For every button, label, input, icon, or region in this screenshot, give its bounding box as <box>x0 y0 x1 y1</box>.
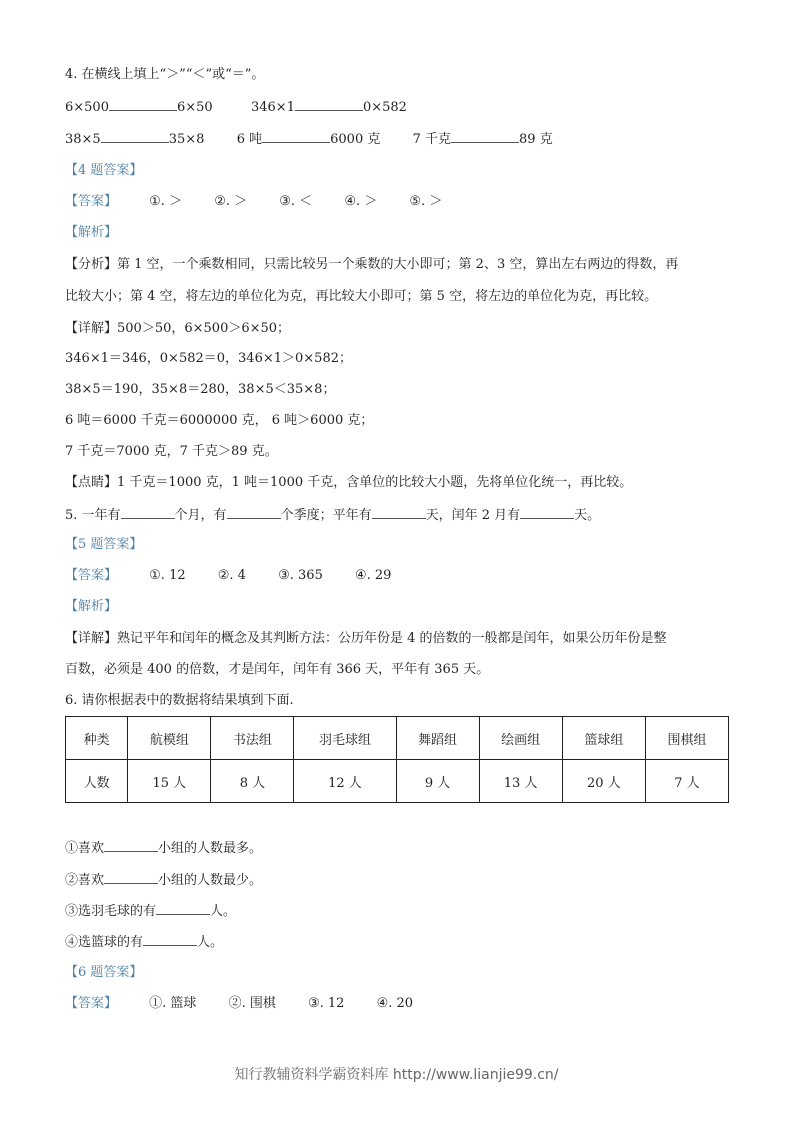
analysis-text: 第 1 空，一个乘数相同，只需比较另一个乘数的大小即可；第 2、3 空，算出左右两边的得数，再 <box>117 257 679 272</box>
answer-item: ③. 365 <box>278 568 323 583</box>
q4-item2-right: 0×582 <box>362 100 407 115</box>
q4-blank-1[interactable] <box>109 98 177 111</box>
q5-text: 天。 <box>574 508 601 523</box>
q6-text: ①喜欢 <box>65 841 105 856</box>
table-cell: 7 人 <box>645 760 728 803</box>
answer-item: ③. 12 <box>307 996 345 1011</box>
table-row <box>66 760 729 803</box>
table-cell: 羽毛球组 <box>294 717 396 760</box>
q5-answer-row <box>65 567 391 585</box>
q6-blank-3[interactable] <box>156 902 210 915</box>
q6-blank-4[interactable] <box>143 933 197 946</box>
q6-text: ④选篮球的有 <box>65 935 144 950</box>
table-cell: 舞蹈组 <box>396 717 479 760</box>
answer-item: ①. ＞ <box>149 194 183 209</box>
q5-analysis-header: 【解析】 <box>65 599 118 614</box>
q5-text: 个季度；平年有 <box>280 508 372 523</box>
table-cell: 篮球组 <box>562 717 645 760</box>
answer-item: ④. ＞ <box>344 194 378 209</box>
q4-detail-line5: 7 千克＝7000 克，7 千克＞89 克。 <box>65 444 278 459</box>
q4-item4-left: 6 吨 <box>236 132 263 147</box>
table-cell: 围棋组 <box>645 717 728 760</box>
q6-data-table <box>65 716 729 803</box>
q4-item5-left: 7 千克 <box>412 132 452 147</box>
q4-analysis-line2: 比较大小；第 4 空，将左边的单位化为克，再比较大小即可；第 5 空，将左边的单位化为克，再比较。 <box>65 289 658 304</box>
q4-answer-header: 【4 题答案】 <box>65 163 143 178</box>
table-cell: 15 人 <box>128 760 211 803</box>
table-cell: 航模组 <box>128 717 211 760</box>
table-cell: 绘画组 <box>479 717 562 760</box>
q5-question <box>65 506 600 525</box>
answer-label: 【答案】 <box>65 996 118 1011</box>
q6-text: ③选羽毛球的有 <box>65 904 157 919</box>
q4-detail-line3: 38×5＝190，35×8＝280，38×5＜35×8； <box>65 382 336 397</box>
q4-item2-left: 346×1 <box>250 100 295 115</box>
answer-item: ⑤. ＞ <box>409 194 443 209</box>
q4-detail-line4: 6 吨＝6000 千克＝6000000 克， 6 吨＞6000 克； <box>65 413 374 428</box>
q6-text: 小组的人数最少。 <box>158 873 263 888</box>
q6-blank-2[interactable] <box>104 871 158 884</box>
detail-tag: 【详解】 <box>65 321 118 336</box>
q4-blank-3[interactable] <box>101 130 169 143</box>
q6-sub2 <box>65 871 262 890</box>
q6-text: 小组的人数最多。 <box>158 841 263 856</box>
q6-text: ②喜欢 <box>65 873 105 888</box>
q4-analysis-line1 <box>65 256 678 274</box>
answer-item: ②. 4 <box>217 568 246 583</box>
q6-sub1 <box>65 839 262 858</box>
answer-item: ④. 20 <box>376 996 414 1011</box>
table-cell: 8 人 <box>211 760 294 803</box>
q6-text: 人。 <box>210 904 237 919</box>
q6-blank-1[interactable] <box>104 839 158 852</box>
q4-blank-4[interactable] <box>262 130 330 143</box>
q5-blank-3[interactable] <box>372 506 426 519</box>
q4-item5-right: 89 克 <box>519 132 553 147</box>
q5-detail-line2: 百数，必须是 400 的倍数，才是闰年，闰年有 366 天，平年有 365 天。 <box>65 662 490 677</box>
table-cell: 20 人 <box>562 760 645 803</box>
table-cell: 12 人 <box>294 760 396 803</box>
answer-label: 【答案】 <box>65 568 118 583</box>
table-cell: 书法组 <box>211 717 294 760</box>
answer-item: ②. ＞ <box>214 194 248 209</box>
q4-item3-left: 38×5 <box>65 132 101 147</box>
q5-answer-header: 【5 题答案】 <box>65 537 143 552</box>
analysis-tag: 【分析】 <box>65 257 118 272</box>
q6-answer-header: 【6 题答案】 <box>65 965 143 980</box>
q4-answer-row <box>65 193 442 211</box>
q6-sub4 <box>65 933 223 952</box>
q4-detail-line1 <box>65 320 290 338</box>
tip-tag: 【点睛】 <box>65 475 118 490</box>
q4-analysis-header: 【解析】 <box>65 225 118 240</box>
q6-title: 6. 请你根据表中的数据将结果填到下面. <box>65 693 294 708</box>
q4-item4-right: 6000 克 <box>330 132 381 147</box>
answer-item: ②. 围棋 <box>228 996 276 1011</box>
q4-item1-left: 6×500 <box>65 100 109 115</box>
q4-detail-line2: 346×1＝346，0×582＝0，346×1＞0×582； <box>65 351 352 366</box>
q4-title: 4. 在横线上填上“＞”“＜”或“＝”。 <box>65 67 265 82</box>
table-header-row <box>66 717 729 760</box>
q5-text: 5. 一年有 <box>65 508 121 523</box>
q6-text: 人。 <box>197 935 224 950</box>
q4-row2 <box>65 130 553 149</box>
q4-blank-5[interactable] <box>451 130 519 143</box>
detail-text: 熟记平年和闰年的概念及其判断方法：公历年份是 4 的倍数的一般都是闰年，如果公历年份是整 <box>117 631 667 646</box>
answer-item: ①. 12 <box>149 568 186 583</box>
q5-blank-2[interactable] <box>227 506 281 519</box>
table-cell: 13 人 <box>479 760 562 803</box>
detail-tag: 【详解】 <box>65 631 118 646</box>
answer-item: ④. 29 <box>354 568 392 583</box>
table-cell: 人数 <box>66 760 128 803</box>
answer-label: 【答案】 <box>65 194 118 209</box>
q4-tip <box>65 474 632 492</box>
q5-blank-4[interactable] <box>520 506 574 519</box>
q4-row1 <box>65 98 407 117</box>
q5-detail-line1 <box>65 630 667 648</box>
table-cell: 9 人 <box>396 760 479 803</box>
q4-item1-right: 6×50 <box>176 100 213 115</box>
table-cell: 种类 <box>66 717 128 760</box>
answer-item: ①. 篮球 <box>149 996 197 1011</box>
q4-blank-2[interactable] <box>295 98 363 111</box>
footer-watermark: 知行教辅资料学霸资料库 http://www.lianjie99.cn/ <box>234 1067 559 1083</box>
q5-text: 天，闰年 2 月有 <box>425 508 521 523</box>
q6-answer-row <box>65 995 413 1013</box>
q6-sub3 <box>65 902 236 921</box>
q4-item3-right: 35×8 <box>168 132 205 147</box>
q5-blank-1[interactable] <box>121 506 175 519</box>
q5-text: 个月，有 <box>174 508 227 523</box>
answer-item: ③. ＜ <box>279 194 313 209</box>
tip-text: 1 千克＝1000 克，1 吨＝1000 千克，含单位的比较大小题，先将单位化统一，再比较。 <box>117 475 633 490</box>
detail-text: 500＞50，6×500＞6×50； <box>117 321 291 336</box>
